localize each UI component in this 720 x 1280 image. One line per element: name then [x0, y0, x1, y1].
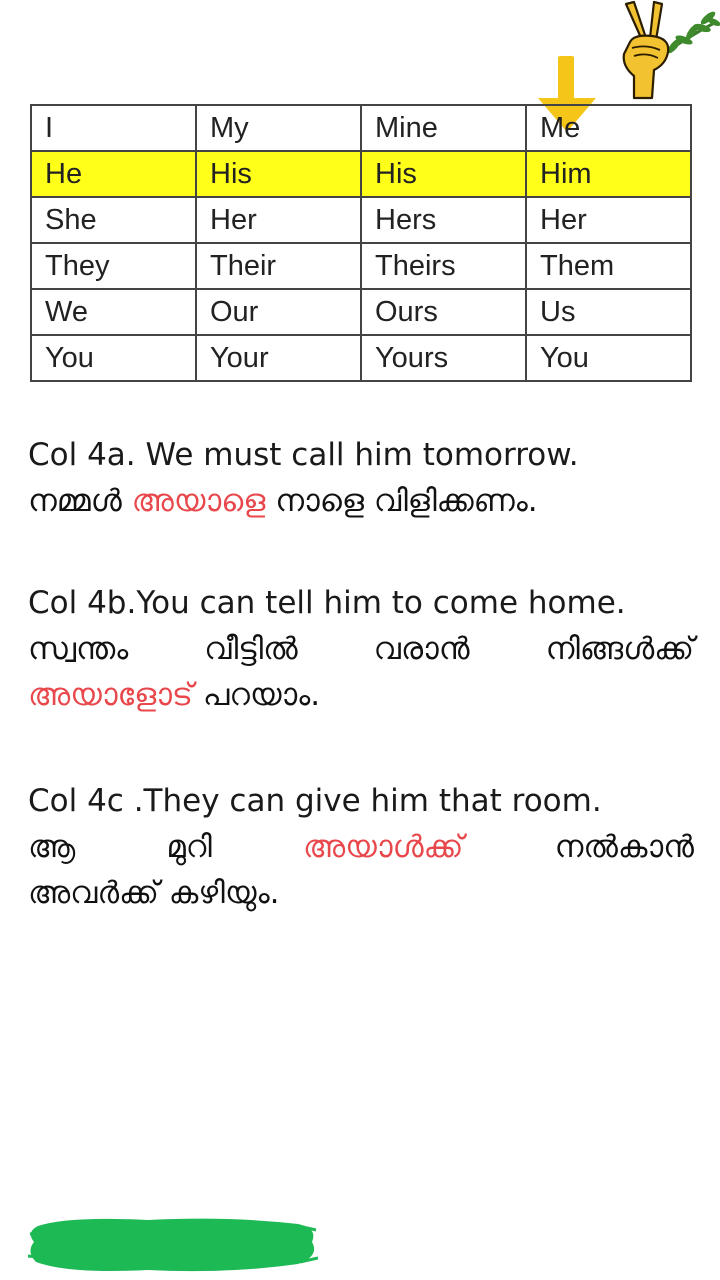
table-cell: Them [526, 243, 691, 289]
malayalam-sentence-line1 [28, 824, 694, 870]
table-cell: Our [196, 289, 361, 335]
table-cell: Her [526, 197, 691, 243]
table-cell: Ours [361, 289, 526, 335]
table-row-highlighted [31, 151, 691, 197]
table-cell: He [31, 151, 196, 197]
ml-highlight: അയാളോട് [28, 677, 193, 713]
ml-highlight: അയാളെ [131, 483, 266, 519]
table-cell: Me [526, 105, 691, 151]
ml-text: നമ്മൾ [28, 483, 132, 519]
table-cell: His [196, 151, 361, 197]
table-cell: Us [526, 289, 691, 335]
table-cell: Theirs [361, 243, 526, 289]
malayalam-sentence-line2: അവർക്ക് കഴിയും. [28, 875, 280, 911]
english-sentence: Col 4a. We must call him tomorrow. [28, 437, 579, 473]
table-cell: Her [196, 197, 361, 243]
table-cell: She [31, 197, 196, 243]
green-brush-stroke [28, 1212, 318, 1276]
english-sentence: Col 4c .They can give him that room. [28, 783, 602, 819]
table-cell: His [361, 151, 526, 197]
table-cell: Hers [361, 197, 526, 243]
table-row [31, 197, 691, 243]
table-cell: Your [196, 335, 361, 381]
table-cell: Their [196, 243, 361, 289]
malayalam-sentence [28, 478, 694, 524]
table-cell: Mine [361, 105, 526, 151]
table-cell: You [31, 335, 196, 381]
table-cell: They [31, 243, 196, 289]
table-row [31, 243, 691, 289]
ml-text: നൽകാൻ [463, 829, 694, 865]
table-row [31, 105, 691, 151]
english-sentence: Col 4b.You can tell him to come home. [28, 585, 626, 621]
ml-text: ആ മുറി [28, 829, 303, 865]
ml-text: നാളെ വിളിക്കണം. [265, 483, 538, 519]
table-cell: I [31, 105, 196, 151]
sentence-4c [28, 778, 694, 916]
table-cell: You [526, 335, 691, 381]
ml-highlight: അയാൾക്ക് [302, 829, 464, 865]
malayalam-sentence-line1: സ്വന്തം വീട്ടിൽ വരാൻ നിങ്ങൾക്ക് [28, 631, 694, 667]
sentence-4a [28, 432, 694, 524]
victory-hand-icon [612, 0, 720, 104]
table-cell: We [31, 289, 196, 335]
ml-text: പറയാം. [192, 677, 321, 713]
malayalam-sentence-line2 [28, 672, 694, 718]
table-row [31, 335, 691, 381]
pronoun-table [30, 104, 692, 382]
sentence-4b [28, 580, 694, 718]
table-cell: Him [526, 151, 691, 197]
table-row [31, 289, 691, 335]
table-cell: My [196, 105, 361, 151]
table-cell: Yours [361, 335, 526, 381]
